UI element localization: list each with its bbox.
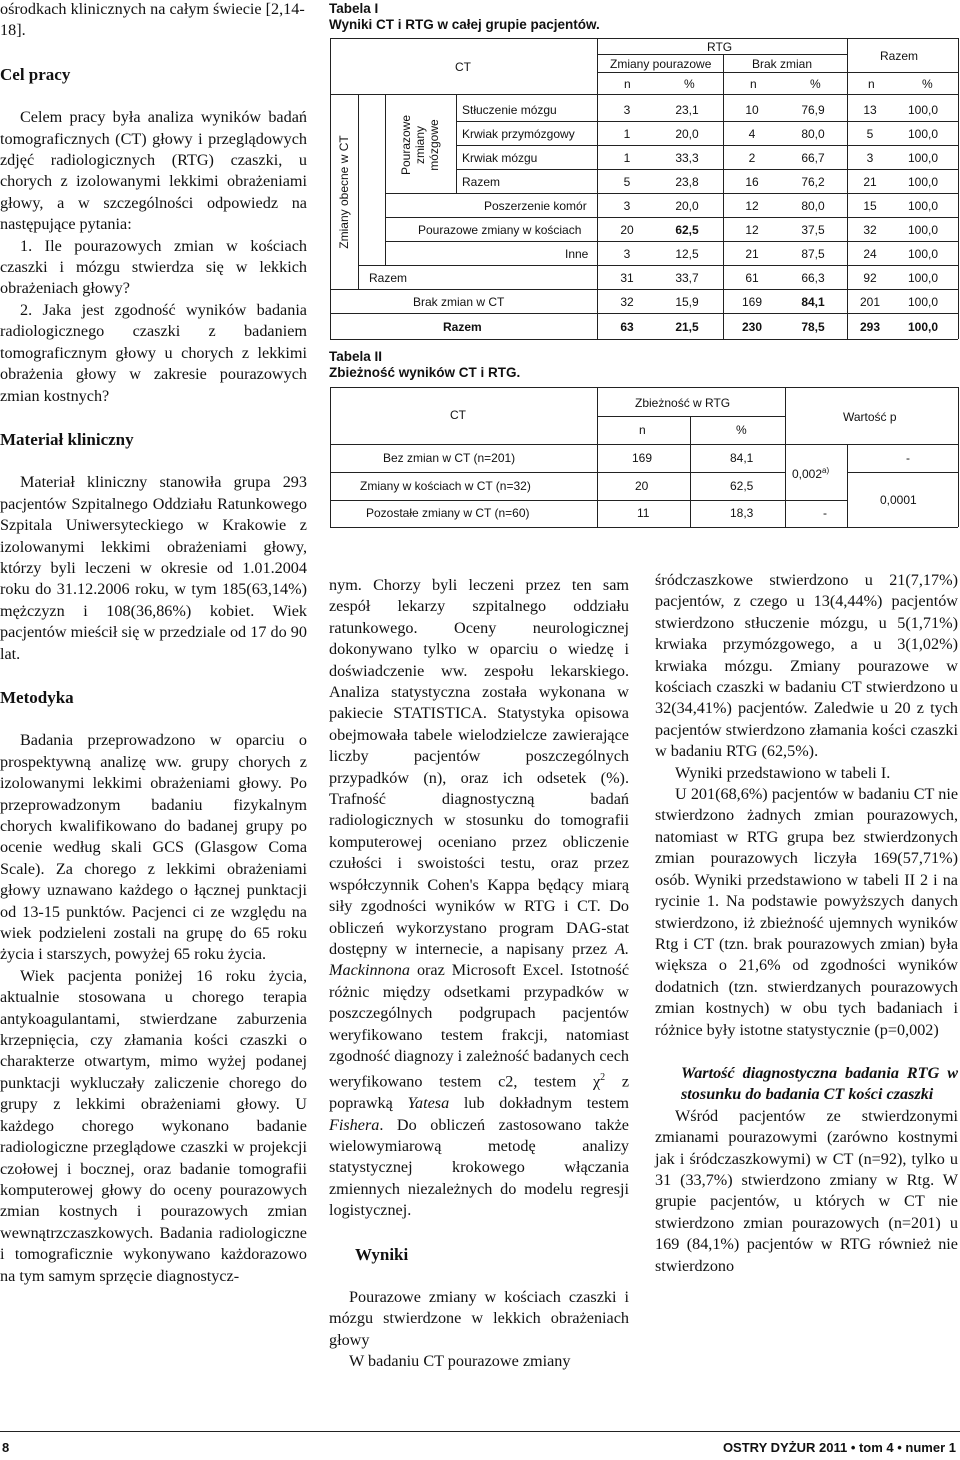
heading-cel-pracy: Cel pracy bbox=[0, 64, 71, 84]
footer-rule bbox=[0, 1431, 960, 1432]
t1-row-label: Razem bbox=[443, 320, 482, 334]
t2-row1-label: Bez zmian w CT (n=201) bbox=[383, 451, 516, 465]
t1-header-n2: n bbox=[750, 77, 757, 91]
t1-cell: 12,5 bbox=[675, 247, 699, 261]
t1-cell: 20,0 bbox=[675, 127, 699, 141]
t1-cell: 3 bbox=[623, 199, 631, 213]
t1-header-pct1: % bbox=[684, 77, 695, 91]
t1-cell: 23,1 bbox=[675, 103, 699, 117]
t1-cell: 16 bbox=[745, 175, 759, 189]
t1-cell: 32 bbox=[620, 295, 634, 309]
t1-cell: 4 bbox=[748, 127, 756, 141]
t1-row-label: Pourazowe zmiany w kościach bbox=[418, 223, 582, 237]
t1-row-label: Razem bbox=[369, 271, 408, 285]
t1-cell: 66,7 bbox=[801, 151, 825, 165]
t1-cell: 2 bbox=[748, 151, 756, 165]
t1-cell: 100,0 bbox=[907, 103, 939, 117]
t1-cell: 100,0 bbox=[907, 175, 939, 189]
t1-cell: 230 bbox=[741, 320, 763, 334]
t2-row1-n: 169 bbox=[632, 451, 653, 465]
paragraph-cel: Celem pracy była analiza wyników badań tomograficznych (CT) głowy i przeglądowych zdjęć radiologicznych (RTG) czaszki, u chorych z izolowanymi lekkimi obrażeniami głowy, a w szczególności odpowiedz na następujące pytania: bbox=[0, 108, 307, 234]
table1-caption-title: Wyniki CT i RTG w całej grupie pacjentów. bbox=[329, 17, 600, 32]
statystyka-text-3: z poprawką bbox=[329, 1072, 629, 1113]
t1-cell: 21 bbox=[745, 247, 759, 261]
statystyka-text-5: . Do obliczeń zastosowano także wielowymiarową metodę analizy statystycznej krokowego włączania zmiennych niezależnych do modelu regresji logistycznej. bbox=[329, 1115, 629, 1220]
t1-cell: 100,0 bbox=[907, 247, 939, 261]
t1-cell: 20 bbox=[620, 223, 634, 237]
t2-p-merged bbox=[792, 466, 829, 481]
t1-cell: 100,0 bbox=[907, 151, 939, 165]
t2-header-n: n bbox=[639, 423, 646, 437]
t1-cell: 12 bbox=[745, 199, 759, 213]
t1-cell: 87,5 bbox=[801, 247, 825, 261]
t1-cell: 1 bbox=[623, 151, 631, 165]
t2-row1-p: - bbox=[906, 451, 910, 465]
t1-cell: 80,0 bbox=[801, 127, 825, 141]
t1-cell: 1 bbox=[623, 127, 631, 141]
t1-header-brak: Brak zmian bbox=[752, 57, 813, 71]
t1-cell: 15,9 bbox=[675, 295, 699, 309]
t1-cell: 61 bbox=[745, 271, 759, 285]
t1-cell: 3 bbox=[866, 151, 874, 165]
t2-header-pct: % bbox=[736, 423, 747, 437]
t1-cell: 24 bbox=[863, 247, 877, 261]
paragraph-right-1: śródczaszkowe stwierdzono u 21(7,17%) pacjentów, z czego u 13(4,44%) pacjentów stwierdzono stłuczenie mózgu, u 5(1,71%) krwiaka przymózgowego, a u 3(1,02%) krwiaka mózgu. Zmiany pourazowe w kościach czaszki w badaniu CT stwierdzono u 32(34,41%) pacjentów. Zaledwie u 20 z tych pacjentów stwierdzono złamania kości czaszki w badaniu RTG (62,5%). bbox=[655, 571, 958, 761]
t1-row-label: Krwiak przymózgowy bbox=[462, 127, 575, 141]
t1-side-outer: Zmiany obecne w CT bbox=[337, 135, 351, 249]
statystyka-text: nym. Chorzy byli leczeni przez ten sam zespół lekarzy szpitalnego oddziału ratunkowego. Oceny neurologicznej dokonywano tylko w oparciu o wiedzę i doświadczenie ww. zespołu lekarskiego. Analiza statystyczna została wykonana w pakiecie STATISTICA. Statystyka opisowa obejmowała tabele wielodzielcze zawierające liczby pacjentów poszczególnych przypadków (n), oraz ich odsetek (%). Trafność diagnostyczną badań radiologicznych w stosunku do tomografii komputerowej oceniano przez obliczenie czułości i swoistości testu, oraz przez współczynnik Cohen's Kappa będący miarą siły zgodności wyników w RTG i CT. Do obliczeń wykorzystano program DAG-stat dostępny w internecie, a napisany przez bbox=[329, 576, 629, 958]
t1-cell: 5 bbox=[866, 127, 874, 141]
t2-p-merged-sup: a) bbox=[822, 466, 830, 475]
t1-row-label: Razem bbox=[462, 175, 501, 189]
t2-header-zbieznosc: Zbieżność w RTG bbox=[635, 396, 731, 410]
t1-cell: 100,0 bbox=[907, 295, 939, 309]
t1-cell: 201 bbox=[859, 295, 881, 309]
journal-info: OSTRY DYŻUR 2011 • tom 4 • numer 1 bbox=[722, 1440, 956, 1455]
t1-cell: 5 bbox=[623, 175, 631, 189]
t1-cell: 33,7 bbox=[675, 271, 699, 285]
t1-cell: 62,5 bbox=[675, 223, 699, 237]
yates-name: Yatesa bbox=[407, 1094, 450, 1113]
t1-cell: 12 bbox=[745, 223, 759, 237]
t1-cell: 63 bbox=[620, 320, 634, 334]
paragraph-metodyka-1: Badania przeprowadzono w oparciu o prospektywną analizę ww. grupy chorych z izolowanymi lekkimi obrażeniami głowy. Po przeprowadzonym badaniu fizykalnym chorych kwalifikowano do badanej grupy po ocenie według skali GCS (Glasgow Coma Scale). Za chorego z lekkimi obrażeniami głowy uznawano każdego o łącznej punktacji od 13-15 punktów. Pacjenci ci ze względu na wiek podzieleni zostali na grupę do 65 roku życia i starszych, powyżej 65 roku życia. bbox=[0, 731, 307, 964]
paragraph-right-2: Wyniki przedstawiono w tabeli I. bbox=[675, 763, 891, 782]
t1-cell: 100,0 bbox=[907, 127, 939, 141]
paragraph-right-4: Wśród pacjentów ze stwierdzonymi zmianami pourazowymi (zarówno kostnymi jak i śródczaszkowymi) w CT (n=92), tylko u 31 (33,7%) stwierdzono zmiany w Rtg. W grupie pacjentów, u których w CT nie stwierdzono zmian pourazowych (n=201) u 169 (84,1%) pacjentów w RTG również nie stwierdzono bbox=[655, 1106, 958, 1275]
t1-cell: 293 bbox=[859, 320, 881, 334]
table2 bbox=[0, 0, 960, 540]
t1-header-n3: n bbox=[868, 77, 875, 91]
t1-cell: 21,5 bbox=[675, 320, 699, 334]
t1-cell: 92 bbox=[863, 271, 877, 285]
heading-metodyka: Metodyka bbox=[0, 687, 74, 707]
t1-cell: 100,0 bbox=[907, 199, 939, 213]
paragraph-wyniki-2: W badaniu CT pourazowe zmiany bbox=[349, 1352, 571, 1371]
t1-cell: 33,3 bbox=[675, 151, 699, 165]
t1-cell: 21 bbox=[863, 175, 877, 189]
t1-cell: 66,3 bbox=[801, 271, 825, 285]
table2-caption-title: Zbieżność wyników CT i RTG. bbox=[329, 365, 521, 380]
t1-cell: 32 bbox=[863, 223, 877, 237]
intro-text: ośrodkach klinicznych na całym świecie [2,14-18]. bbox=[0, 0, 305, 40]
author-name: A. Mackinnona bbox=[329, 939, 630, 980]
t1-header-zmiany: Zmiany pourazowe bbox=[610, 57, 712, 71]
statystyka-text-2: oraz Microsoft Excel. Istotność różnic między odsetkami przypadków w poszczególnych podgrupach pacjentów weryfikowano testem frakcji, natomiast zgodność diagnozy i zależność badanych cech weryfikowano testem c2, testem χ bbox=[329, 961, 630, 1091]
paragraph-statystyka bbox=[329, 575, 629, 1222]
t1-header-n1: n bbox=[624, 77, 631, 91]
heading-wartosc-diagnostyczna: Wartość diagnostyczna badania RTG w stosunku do badania CT kości czaszki bbox=[681, 1063, 958, 1104]
t2-row3-label: Pozostałe zmiany w CT (n=60) bbox=[366, 506, 530, 520]
paragraph-wyniki-1: Pourazowe zmiany w kościach czaszki i mózgu stwierdzone w lekkich obrażeniach głowy bbox=[329, 1287, 629, 1349]
t2-row2-pct: 62,5 bbox=[730, 479, 754, 493]
statystyka-text-4: lub dokładnym testem bbox=[449, 1094, 630, 1113]
t1-row-label: Brak zmian w CT bbox=[413, 295, 505, 309]
chi-superscript: 2 bbox=[600, 1072, 606, 1084]
t2-row3-pct: 18,3 bbox=[730, 506, 754, 520]
fisher-name: Fishera bbox=[329, 1115, 380, 1134]
t2-row3-p: - bbox=[823, 506, 827, 520]
t1-cell: 80,0 bbox=[801, 199, 825, 213]
t2-header-wartosc-p: Wartość p bbox=[843, 410, 897, 424]
t1-side-inner-text: Pourazowe zmiany mózgowe bbox=[399, 114, 441, 176]
t1-cell: 23,8 bbox=[675, 175, 699, 189]
paragraph-material: Materiał kliniczny stanowiła grupa 293 pacjentów Szpitalnego Oddziału Ratunkowego Szpitala Uniwersyteckiego w Krakowie z izolowanymi lekkimi obrażeniami głowy, którzy byli leczeni w okresie od 1.01.2004 roku do 31.12.2006 roku, w tym 185(63,14%) mężczyzn i 108(36,86%) kobiet. Wiek pacjentów mieścił się w przedziale od 17 do 90 lat. bbox=[0, 473, 307, 663]
t1-cell: 37,5 bbox=[801, 223, 825, 237]
table2-caption-number: Tabela II bbox=[329, 349, 383, 364]
t2-p-total: 0,0001 bbox=[880, 493, 917, 507]
question-1: 1. Ile pourazowych zmian w kościach czaszki i mózgu stwierdza się w lekkich obrażeniach głowy? bbox=[0, 236, 307, 298]
t2-p-merged-value: 0,002 bbox=[792, 467, 823, 481]
t1-cell: 100,0 bbox=[907, 320, 939, 334]
t1-cell: 3 bbox=[623, 103, 631, 117]
t1-cell: 20,0 bbox=[675, 199, 699, 213]
t1-row-label: Krwiak mózgu bbox=[462, 151, 538, 165]
t1-header-razem: Razem bbox=[880, 49, 919, 63]
t1-header-pct3: % bbox=[922, 77, 933, 91]
t1-cell: 10 bbox=[745, 103, 759, 117]
page-number: 8 bbox=[2, 1440, 10, 1455]
t1-cell: 15 bbox=[863, 199, 877, 213]
paragraph-metodyka-2: Wiek pacjenta poniżej 16 roku życia, aktualnie stosowana u chorego terapia antykoagulantami, stwierdzane zaburzenia krzepnięcia, czy złamania kości czaszki o charakterze otwartym, mimo wyżej podanej punktacji wykluczały zaliczenie chorego do grupy z lekkimi obrażeniami głowy. U każdego chorego wykonano badanie radiologiczne przeglądowe czaszki w projekcji czołowej i bocznej, oraz badanie tomografii komputerowej głowy do oceny pourazowych zmian kostnych i pourazowych zmian wewnątrzczaszkowych. Badania radiologiczne i tomograficznie wykonywano każdorazowo na tym samym sprzęcie diagnostycz- bbox=[0, 966, 307, 1285]
t2-row2-n: 20 bbox=[635, 479, 649, 493]
t1-cell: 3 bbox=[623, 247, 631, 261]
t1-row-label: Stłuczenie mózgu bbox=[462, 103, 557, 117]
heading-material: Materiał kliniczny bbox=[0, 429, 134, 449]
t2-row1-pct: 84,1 bbox=[730, 451, 754, 465]
t1-cell: 100,0 bbox=[907, 223, 939, 237]
heading-wyniki: Wyniki bbox=[355, 1244, 409, 1264]
t2-header-ct: CT bbox=[450, 408, 466, 422]
t1-header-ct: CT bbox=[455, 60, 471, 74]
t1-cell: 78,5 bbox=[801, 320, 825, 334]
question-2: 2. Jaka jest zgodność wyników badania radiologicznego czaszki z badaniem tomograficznym głowy u chorych z lekkimi obrażenia głowy w zakresie pourazowych zmian kostnych? bbox=[0, 300, 307, 405]
paragraph-right-3: U 201(68,6%) pacjentów w badaniu CT nie stwierdzono żadnych zmian pourazowych, natomiast w RTG grupa bez stwierdzonych zmian pourazowych liczyła 169(57,71%) osób. Wyniki przedstawiono w tabeli II 2 i na rycinie 1. Na podstawie powyższych danych stwierdzono, iż zbieżność ujemnych wyników Rtg i CT (tzn. brak pourazowych zmian) była większa o 21,6% od zgodności wyników dodatnich (tzn. stwierdzanych pourazowych zmian kostnych) w obu tych badaniach i różnice były istotne statystycznie (p=0,002) bbox=[655, 785, 958, 1039]
t2-row3-n: 11 bbox=[637, 506, 650, 520]
t1-row-label: Inne bbox=[565, 247, 589, 261]
t1-cell: 84,1 bbox=[801, 295, 825, 309]
t1-cell: 169 bbox=[741, 295, 763, 309]
t1-row-label: Poszerzenie komór bbox=[484, 199, 587, 213]
t1-cell: 31 bbox=[620, 271, 634, 285]
t1-cell: 100,0 bbox=[907, 271, 939, 285]
t1-cell: 76,2 bbox=[801, 175, 825, 189]
table1-caption-number: Tabela I bbox=[329, 1, 379, 16]
right-column bbox=[655, 570, 958, 1277]
middle-column bbox=[329, 575, 629, 1373]
t1-header-rtg: RTG bbox=[707, 40, 733, 54]
t2-row2-label: Zmiany w kościach w CT (n=32) bbox=[360, 479, 531, 493]
t1-cell: 13 bbox=[863, 103, 877, 117]
t1-header-pct2: % bbox=[810, 77, 821, 91]
t1-cell: 76,9 bbox=[801, 103, 825, 117]
